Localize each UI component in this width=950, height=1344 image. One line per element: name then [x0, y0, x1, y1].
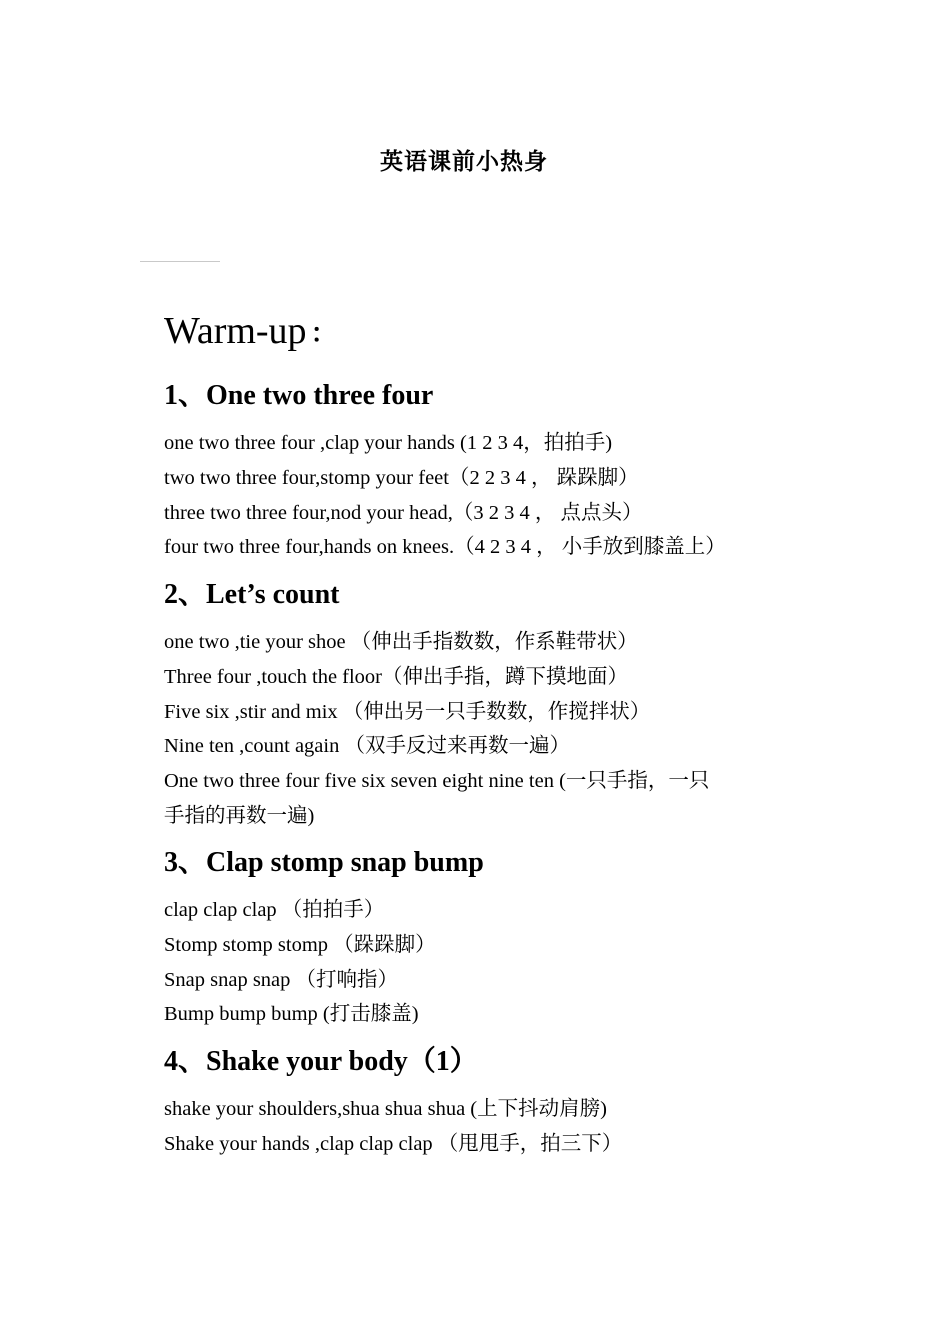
- document-body: [164, 305, 784, 1174]
- text-line: one two ,tie your shoe （伸出手指数数，作系鞋带状）: [164, 631, 638, 654]
- section-3: [164, 845, 784, 1032]
- text-line: Five six ,stir and mix （伸出另一只手数数，作搅拌状）: [164, 700, 651, 723]
- section-lines: [164, 426, 784, 565]
- warmup-label: Warm-up: [164, 310, 307, 352]
- section-heading: 3、Clap stomp snap bump: [164, 847, 484, 879]
- divider-line: [140, 261, 220, 262]
- text-line: one two three four ,clap your hands (1 2 3 4，拍拍手): [164, 432, 613, 455]
- section-heading: 4、Shake your body（1）: [164, 1046, 478, 1078]
- text-line: 手指的再数一遍): [164, 804, 315, 827]
- section-lines: [164, 625, 784, 833]
- section-heading: 1、One two three four: [164, 380, 434, 412]
- text-line: Snap snap snap （打响指）: [164, 968, 399, 991]
- section-lines: [164, 1092, 784, 1161]
- text-line: One two three four five six seven eight nine ten (一只手指，一只: [164, 769, 710, 792]
- text-line: three two three four,nod your head,（3 2 3 4 ， 点点头）: [164, 501, 643, 524]
- warmup-colon: ：: [310, 319, 337, 349]
- section-2: [164, 577, 784, 833]
- text-line: four two three four,hands on knees.（4 2 3 4 ， 小手放到膝盖上）: [164, 536, 726, 559]
- text-line: two two three four,stomp your feet（2 2 3 4 ， 跺跺脚）: [164, 466, 639, 489]
- text-line: Nine ten ,count again （双手反过来再数一遍）: [164, 735, 570, 758]
- text-line: Three four ,touch the floor（伸出手指，蹲下摸地面）: [164, 665, 629, 688]
- section-4: [164, 1044, 784, 1161]
- section-1: [164, 378, 784, 565]
- text-line: Shake your hands ,clap clap clap （甩甩手，拍三下）: [164, 1132, 623, 1155]
- text-line: Stomp stomp stomp （跺跺脚）: [164, 934, 436, 957]
- text-line: Bump bump bump (打击膝盖): [164, 1003, 419, 1026]
- warmup-heading: [164, 305, 784, 360]
- text-line: clap clap clap （拍拍手）: [164, 899, 385, 922]
- text-line: shake your shoulders,shua shua shua (上下抖动肩膀): [164, 1098, 607, 1121]
- document-title: 英语课前小热身: [380, 149, 548, 175]
- section-heading: 2、Let’s count: [164, 579, 340, 611]
- section-lines: [164, 893, 784, 1032]
